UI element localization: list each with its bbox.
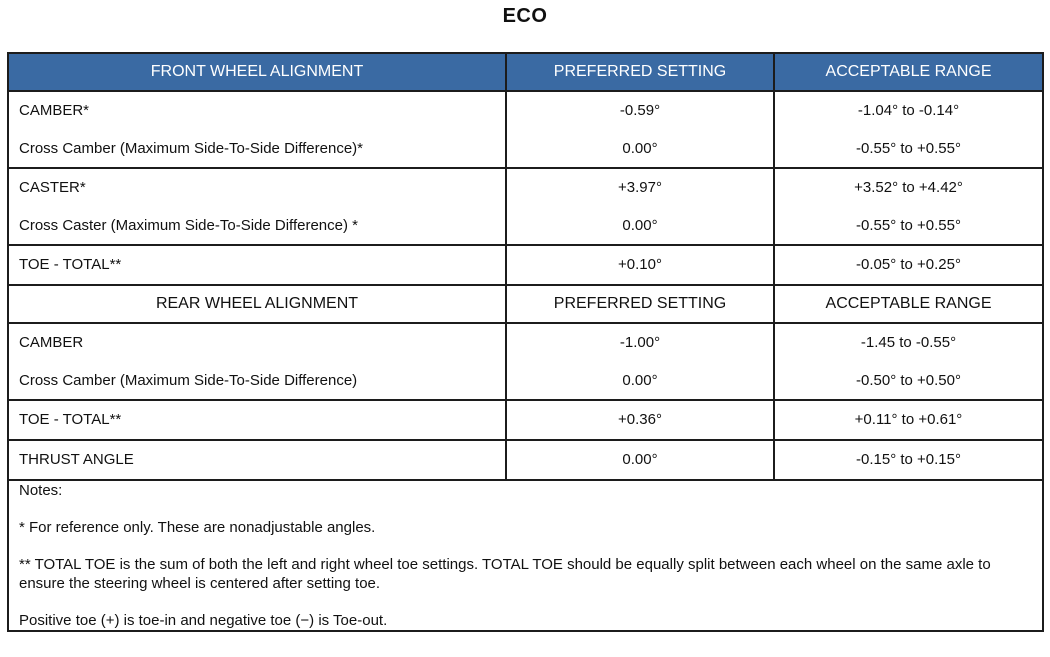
preferred-value: -0.59° (619, 102, 661, 119)
range-value: +0.11° to +0.61° (854, 411, 963, 428)
range-value: -1.04° to -0.14° (857, 102, 960, 119)
range-value-cell (774, 440, 1043, 480)
range-value-cell (774, 323, 1043, 400)
spec-label-cell (8, 245, 506, 285)
page-title: ECO (502, 5, 548, 27)
rear-header-row (8, 285, 1043, 323)
preferred-value: +0.10° (618, 256, 662, 273)
spec-label: Cross Camber (Maximum Side-To-Side Difference)* (19, 139, 363, 157)
preferred-value: 0.00° (622, 139, 658, 157)
preferred-value-cell (506, 400, 774, 440)
range-value: -0.05° to +0.25° (856, 256, 961, 273)
spec-group-row (8, 323, 1043, 400)
spec-label-cell (8, 168, 506, 245)
front-header-row (8, 53, 1043, 91)
range-value: -0.15° to +0.15° (856, 451, 961, 468)
spec-label-cell (8, 91, 506, 168)
preferred-value: -1.00° (619, 334, 661, 351)
spec-label: Cross Caster (Maximum Side-To-Side Difference) * (19, 216, 358, 234)
range-value: -1.45 to -0.55° (860, 334, 957, 351)
rear-header-range: ACCEPTABLE RANGE (774, 285, 1043, 323)
note-total-toe: ** TOTAL TOE is the sum of both the left and right wheel toe settings. TOTAL TOE should be equally split between each wheel on the same axle to ensure the steering wheel is centered after setting toe. (19, 556, 991, 592)
range-value-cell (774, 168, 1043, 245)
spec-label-cell (8, 323, 506, 400)
range-value-cell (774, 245, 1043, 285)
preferred-value-cell (506, 440, 774, 480)
rear-header-label: REAR WHEEL ALIGNMENT (8, 285, 506, 323)
spec-group-row (8, 400, 1043, 440)
preferred-value: +3.97° (618, 179, 662, 196)
spec-label-cell (8, 440, 506, 480)
preferred-value: 0.00° (622, 451, 658, 468)
rear-header-preferred: PREFERRED SETTING (506, 285, 774, 323)
spec-group-row (8, 168, 1043, 245)
notes-cell (8, 480, 1043, 631)
spec-label: TOE - TOTAL** (19, 411, 122, 428)
preferred-value-cell (506, 245, 774, 285)
front-header-range: ACCEPTABLE RANGE (774, 53, 1043, 91)
spec-label-cell (8, 400, 506, 440)
preferred-value: 0.00° (622, 371, 658, 389)
spec-label: CASTER* (19, 179, 86, 196)
notes-row (8, 480, 1043, 631)
notes-heading: Notes: (19, 482, 63, 499)
spec-label: Cross Camber (Maximum Side-To-Side Difference) (19, 371, 358, 389)
preferred-value-cell (506, 323, 774, 400)
range-value: -0.55° to +0.55° (856, 139, 961, 157)
note-reference-only: * For reference only. These are nonadjustable angles. (19, 519, 376, 536)
range-value-cell (774, 400, 1043, 440)
range-value: -0.50° to +0.50° (856, 371, 961, 389)
spec-label: CAMBER (19, 334, 84, 351)
front-header-preferred: PREFERRED SETTING (506, 53, 774, 91)
preferred-value: 0.00° (622, 216, 658, 234)
spec-label: TOE - TOTAL** (19, 256, 122, 273)
front-header-label: FRONT WHEEL ALIGNMENT (8, 53, 506, 91)
spec-label: CAMBER* (19, 102, 90, 119)
range-value: +3.52° to +4.42° (854, 179, 963, 196)
spec-group-row (8, 440, 1043, 480)
range-value: -0.55° to +0.55° (856, 216, 961, 234)
preferred-value-cell (506, 168, 774, 245)
spec-group-row (8, 245, 1043, 285)
alignment-spec-table (7, 52, 1044, 632)
range-value-cell (774, 91, 1043, 168)
preferred-value: +0.36° (618, 411, 662, 428)
spec-label: THRUST ANGLE (19, 451, 134, 468)
note-toe-direction: Positive toe (+) is toe-in and negative toe (−) is Toe-out. (19, 612, 388, 629)
spec-group-row (8, 91, 1043, 168)
preferred-value-cell (506, 91, 774, 168)
